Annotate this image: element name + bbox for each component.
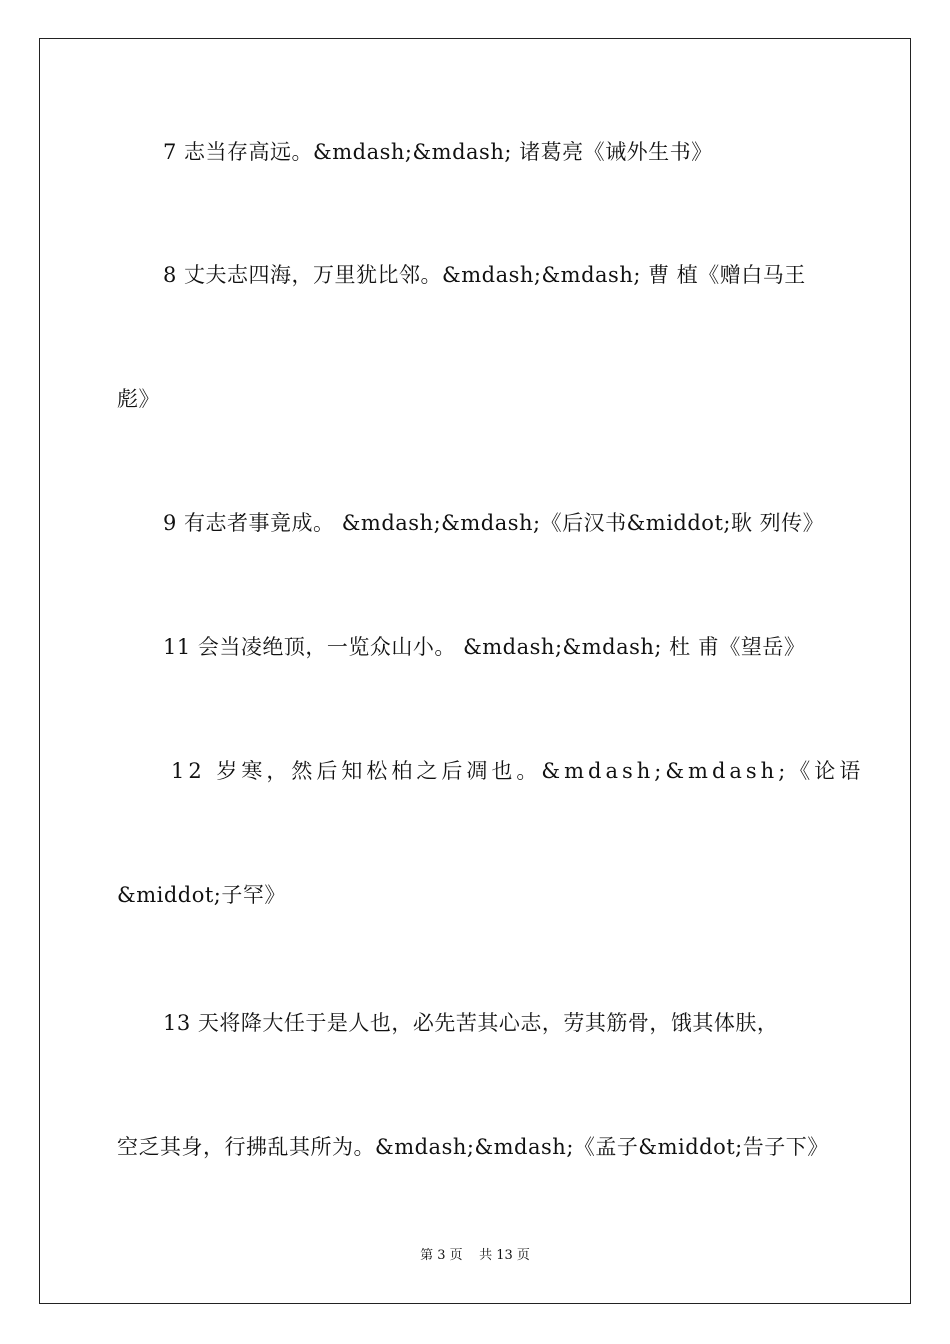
page-frame — [39, 38, 911, 1304]
text-line: 空乏其身，行拂乱其所为。&mdash;&mdash;《孟子&middot;告子下》 — [117, 1135, 829, 1159]
text-line: 7 志当存高远。&mdash;&mdash; 诸葛亮《诫外生书》 — [163, 140, 713, 164]
text-line: 12 岁寒，然后知松柏之后凋也。&mdash;&mdash;《论语 — [171, 759, 865, 783]
text-line: 11 会当凌绝顶，一览众山小。 &mdash;&mdash; 杜 甫《望岳》 — [163, 635, 806, 659]
page-number-footer: 第 3 页 共 13 页 — [420, 1248, 530, 1263]
text-line: 8 丈夫志四海，万里犹比邻。&mdash;&mdash; 曹 植《赠白马王 — [163, 263, 806, 287]
text-line: 13 天将降大任于是人也，必先苦其心志，劳其筋骨，饿其体肤， — [163, 1011, 779, 1035]
text-line: 9 有志者事竟成。 &mdash;&mdash;《后汉书&middot;耿 列传》 — [163, 511, 825, 535]
text-line: &middot;子罕》 — [117, 883, 286, 907]
text-line: 彪》 — [117, 387, 160, 411]
